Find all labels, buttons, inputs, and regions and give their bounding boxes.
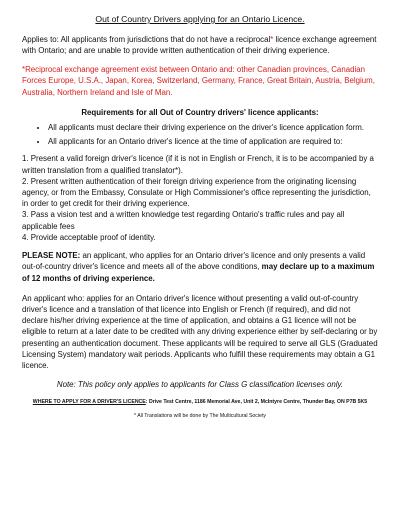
- translation-footnote: * All Translations will be done by The Multicultural Society: [134, 413, 266, 420]
- step-item: 3. Pass a vision test and a written knowledge test regarding Ontario's traffic rules and pay all applicable fees: [22, 210, 345, 231]
- step-item: 2. Present written authentication of their foreign driving experience from the originating licensing agency, or from the Embassy, Consulate or High Commissioner's office representing the jurisdiction, in order to get credit for their driving experience.: [22, 176, 371, 209]
- bullet-item: • All applicants for an Ontario driver's licence at the time of application are required to:: [48, 136, 378, 147]
- applies-paragraph: [22, 34, 378, 56]
- applies-suffix: licence exchange agreement with Ontario; and are unable to provide written authentication of their driving experience.: [22, 34, 377, 55]
- requirements-list: [22, 122, 378, 147]
- where-address: : Drive Test Centre, 1186 Memorial Ave, Unit 2, McIntyre Centre, Thunder Bay, ON P7B 5K5: [145, 399, 368, 406]
- please-note-emphasis: may declare up to a maximum of 12 months of driving experience.: [22, 262, 375, 283]
- step-item: 1. Present a valid foreign driver's licence (if it is not in English or French, it is to be accompanied by a written translation from a qualified translator*).: [22, 154, 374, 175]
- please-note-paragraph: [22, 250, 378, 284]
- please-note-label: PLEASE NOTE:: [22, 251, 81, 261]
- please-note-body: an applicant, who applies for an Ontario driver's licence and only presents a valid out-of-country driver's licence and meets all of the above conditions,: [22, 251, 366, 272]
- where-to-apply: [22, 399, 378, 407]
- steps-list: [22, 153, 378, 243]
- reciprocal-note: *Reciprocal exchange agreement exist between Ontario and: other Canadian provinces, Canadian Forces Europe, U.S.A., Japan, Korea, Switzerland, Germany, France, Great Britain, Austria, Belgium, Australia, Northern Ireland and Isle of Man.: [22, 65, 375, 97]
- step-item: 4. Provide acceptable proof of identity.: [22, 232, 156, 242]
- applicant-paragraph: An applicant who: applies for an Ontario driver's licence without presenting a valid out-of-country driver's licence and a translation of that licence into English or French (if required), and did not declare his/her driving experience at the time of application, and obtains a G1 licence will not be eligible to return at a later date to be credited with any driving experience either by self-declaring or by presenting an authentication document. These applicants will be required to serve all GLS (Graduated Licensing System) mandatory wait periods. Applicants who fulfill these requirements may obtain a G1 licence.: [22, 293, 378, 371]
- where-label: WHERE TO APPLY FOR A DRIVER'S LICENCE: [32, 399, 146, 406]
- applies-prefix: Applies to: All applicants from jurisdictions that do not have a reciprocal: [22, 34, 271, 44]
- page-title: Out of Country Drivers applying for an Ontario Licence.: [95, 14, 305, 24]
- reciprocal-star: *: [270, 34, 274, 44]
- requirements-heading: Requirements for all Out of Country drivers' licence applicants:: [81, 107, 319, 117]
- policy-note: Note: This policy only applies to applicants for Class G classification licenses only.: [56, 380, 344, 390]
- bullet-item: • All applicants must declare their driving experience on the driver's licence application form.: [48, 122, 378, 133]
